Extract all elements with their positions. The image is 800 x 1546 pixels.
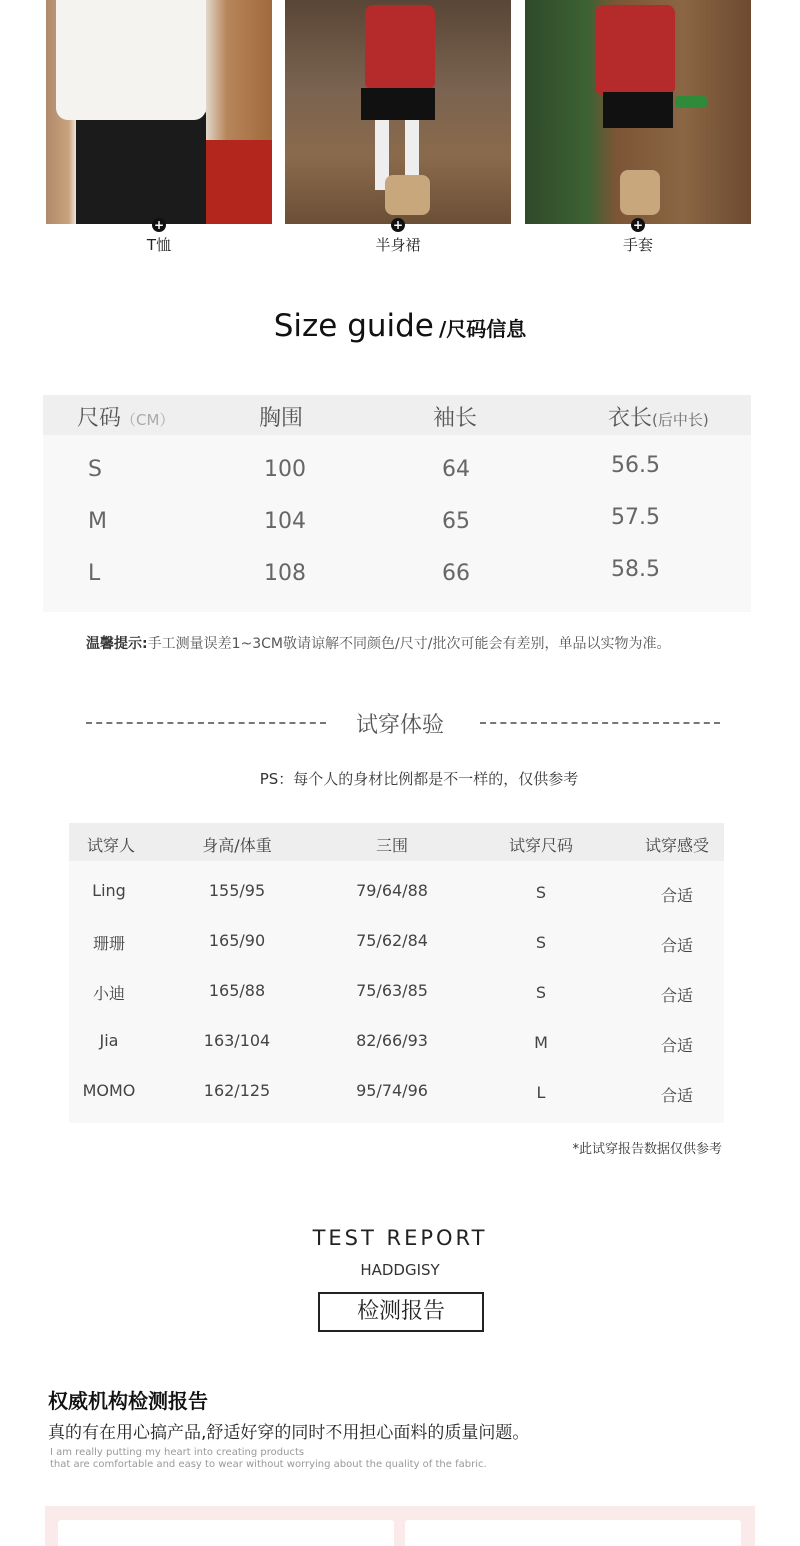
photo-skirt[interactable] [285, 0, 511, 224]
size-cell: 100 [264, 457, 306, 482]
size-guide-title-en: Size guide [273, 308, 434, 344]
size-cell: L [88, 561, 101, 586]
photo-tshirt[interactable] [46, 0, 272, 224]
try-cell: Jia [99, 1031, 119, 1050]
try-header: 试穿尺码 [508, 836, 574, 855]
try-on-title: 试穿体验 [355, 713, 444, 738]
size-tip-label: 温馨提示: [86, 636, 148, 652]
plus-icon: + [392, 218, 404, 232]
certificate-image[interactable] [58, 1520, 394, 1546]
size-cell: 57.5 [611, 505, 660, 530]
photo-label-tshirt: T恤 [146, 236, 172, 254]
try-cell: 珊珊 [92, 934, 126, 953]
size-cell: S [88, 457, 102, 482]
try-header: 三围 [375, 836, 409, 855]
try-header: 试穿人 [86, 836, 136, 855]
try-cell: S [535, 983, 547, 1002]
size-tip-text: 手工测量误差1~3CM敬请谅解不同颜色/尺寸/批次可能会有差别，单品以实物为准。 [147, 636, 671, 652]
size-header-unit: （CM） [121, 411, 175, 429]
photo-gloves[interactable] [525, 0, 751, 224]
plus-icon: + [632, 218, 644, 232]
size-table [43, 395, 751, 612]
size-cell: 108 [264, 561, 306, 586]
photo-label-skirt: 半身裙 [375, 236, 421, 254]
try-cell: 163/104 [203, 1031, 271, 1050]
size-header-size [77, 401, 174, 432]
photo-label-gloves: 手套 [622, 236, 653, 254]
try-header: 试穿感受 [644, 836, 710, 855]
product-photos [0, 0, 800, 260]
divider [480, 722, 720, 724]
size-cell: 58.5 [611, 557, 660, 582]
test-report-button[interactable]: 检测报告 [318, 1292, 484, 1332]
try-cell: 95/74/96 [356, 1081, 428, 1100]
plus-icon: + [153, 218, 165, 232]
size-tip [86, 633, 670, 653]
size-cell: 56.5 [611, 453, 660, 478]
size-cell: 65 [442, 509, 470, 534]
size-cell: 104 [264, 509, 306, 534]
try-cell: 合适 [660, 886, 694, 905]
authority-report-subtitle: 真的有在用心搞产品,舒适好穿的同时不用担心面料的质量问题。 [48, 1423, 530, 1443]
size-header-chest: 胸围 [259, 406, 304, 431]
try-cell: 165/88 [208, 981, 266, 1000]
try-cell: 75/62/84 [356, 931, 428, 950]
try-cell: 小迪 [92, 984, 126, 1003]
size-guide-title-cn: /尺码信息 [438, 317, 527, 341]
size-guide-title [0, 308, 800, 344]
size-header-length-note: (后中长) [652, 411, 709, 429]
try-on-ps: PS：每个人的身材比例都是不一样的，仅供参考 [259, 770, 579, 788]
authority-report-english [50, 1447, 487, 1471]
certificate-image[interactable] [405, 1520, 741, 1546]
try-cell: 162/125 [203, 1081, 271, 1100]
brand-name: HADDGISY [360, 1261, 440, 1279]
try-header: 身高/体重 [202, 836, 272, 855]
try-on-title-row [0, 708, 800, 738]
try-cell: 165/90 [208, 931, 266, 950]
size-header-sleeve: 袖长 [433, 406, 478, 431]
try-cell: 合适 [660, 936, 694, 955]
try-on-table-header [69, 823, 724, 861]
try-cell: S [535, 883, 547, 902]
try-cell: 合适 [660, 1086, 694, 1105]
try-cell: 82/66/93 [356, 1031, 428, 1050]
try-cell: 79/64/88 [356, 881, 428, 900]
try-on-note: *此试穿报告数据仅供参考 [572, 1142, 722, 1157]
size-cell: 66 [442, 561, 470, 586]
try-cell: 75/63/85 [356, 981, 428, 1000]
size-cell: M [88, 509, 107, 534]
authority-report-english-line: I am really putting my heart into creating products [50, 1447, 305, 1458]
try-cell: 合适 [660, 1036, 694, 1055]
try-cell: 155/95 [208, 881, 266, 900]
try-cell: L [536, 1083, 546, 1102]
try-cell: 合适 [660, 986, 694, 1005]
size-header-length [608, 401, 709, 432]
try-cell: MOMO [82, 1081, 136, 1100]
try-cell: M [534, 1033, 548, 1052]
test-report-title: TEST REPORT [312, 1226, 488, 1250]
size-header-size-label: 尺码 [77, 406, 122, 431]
authority-report-title: 权威机构检测报告 [48, 1389, 208, 1413]
try-on-table [69, 823, 724, 1123]
try-cell: Ling [92, 881, 126, 900]
size-header-length-label: 衣长 [608, 406, 653, 431]
size-table-header [43, 395, 751, 435]
authority-report-english-line: that are comfortable and easy to wear without worrying about the quality of the fabric. [50, 1459, 487, 1470]
try-cell: S [535, 933, 547, 952]
size-cell: 64 [442, 457, 470, 482]
